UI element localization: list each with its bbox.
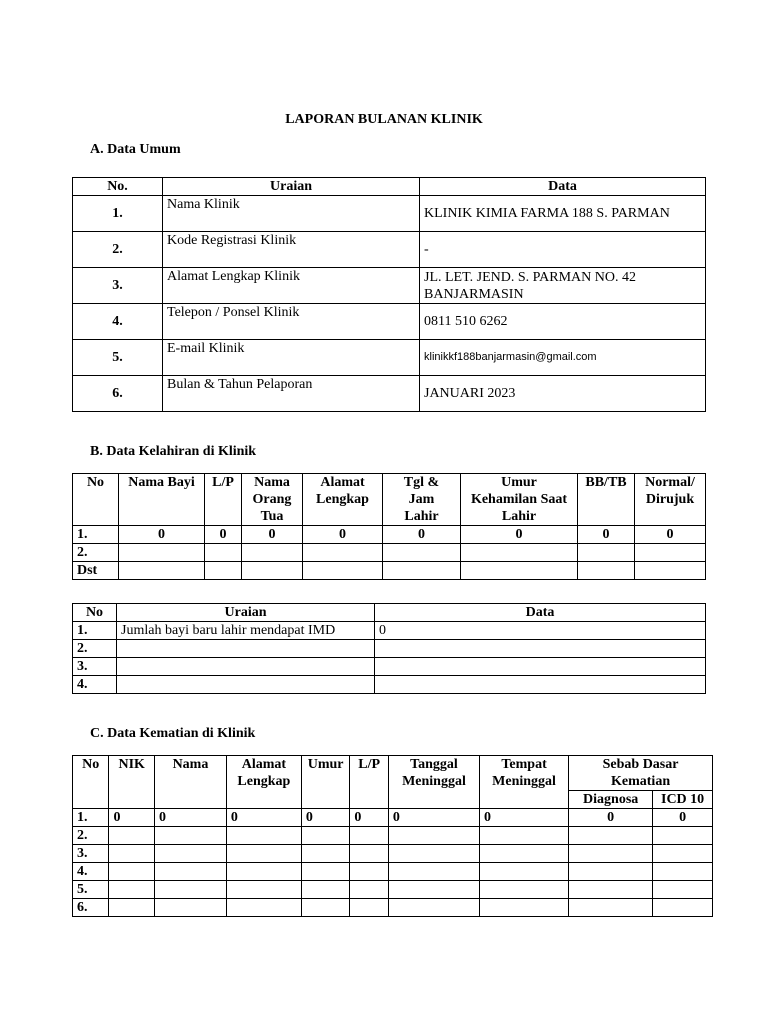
cell xyxy=(155,845,227,863)
address-line-1: JL. LET. JEND. S. PARMAN NO. 42 xyxy=(424,269,636,285)
table-row xyxy=(73,526,706,544)
row-no: 4. xyxy=(73,304,163,340)
cell xyxy=(388,863,479,881)
header-data: Data xyxy=(375,604,706,622)
header-line: Tua xyxy=(260,509,284,524)
cell xyxy=(226,881,301,899)
table-row xyxy=(73,376,706,412)
cell: 0 xyxy=(461,526,578,544)
header-uraian: Uraian xyxy=(117,604,375,622)
cell xyxy=(350,881,388,899)
cell xyxy=(155,899,227,917)
cell xyxy=(205,562,242,580)
cell xyxy=(653,881,713,899)
cell xyxy=(350,845,388,863)
row-no: 4. xyxy=(73,863,109,881)
table-row xyxy=(73,304,706,340)
header-line: Tanggal xyxy=(410,757,458,772)
table-header-row xyxy=(73,756,713,791)
row-data: - xyxy=(420,232,706,268)
header-no: No. xyxy=(73,178,163,196)
cell xyxy=(301,827,350,845)
row-no: 3. xyxy=(73,658,117,676)
cell xyxy=(653,827,713,845)
table-row xyxy=(73,232,706,268)
cell xyxy=(480,845,569,863)
table-header-row xyxy=(73,178,706,196)
header-data: Data xyxy=(420,178,706,196)
cell: 0 xyxy=(119,526,205,544)
cell xyxy=(109,899,155,917)
header-line: Alamat xyxy=(241,757,287,772)
header-nik: NIK xyxy=(109,756,155,809)
header-line: Tgl & xyxy=(403,475,440,490)
row-uraian xyxy=(117,640,375,658)
header-nama: Nama xyxy=(155,756,227,809)
row-uraian xyxy=(117,658,375,676)
header-line: Lengkap xyxy=(237,774,291,789)
header-lp: L/P xyxy=(205,474,242,526)
header-diagnosa: Diagnosa xyxy=(569,791,653,809)
cell xyxy=(242,562,303,580)
row-no: 2. xyxy=(73,544,119,562)
header-bbtb: BB/TB xyxy=(578,474,635,526)
death-data-table xyxy=(72,755,713,917)
cell xyxy=(205,544,242,562)
header-no: No xyxy=(73,756,109,809)
cell: 0 xyxy=(578,526,635,544)
table-header-row xyxy=(73,474,706,526)
cell xyxy=(480,827,569,845)
cell xyxy=(388,845,479,863)
cell xyxy=(109,881,155,899)
row-data: JANUARI 2023 xyxy=(420,376,706,412)
header-line: Normal/ xyxy=(645,475,695,490)
header-tanggal-meninggal xyxy=(388,756,479,809)
row-uraian: Alamat Lengkap Klinik xyxy=(163,268,420,304)
header-line: Lahir xyxy=(501,509,537,524)
section-b-heading: B. Data Kelahiran di Klinik xyxy=(90,444,257,459)
cell xyxy=(303,562,383,580)
cell xyxy=(226,899,301,917)
header-line: Tempat xyxy=(501,757,547,772)
row-no: 2. xyxy=(73,640,117,658)
cell xyxy=(303,544,383,562)
cell xyxy=(301,863,350,881)
row-data xyxy=(375,640,706,658)
cell xyxy=(109,863,155,881)
cell xyxy=(569,845,653,863)
table-row xyxy=(73,845,713,863)
header-line: Alamat xyxy=(320,475,365,490)
cell xyxy=(569,881,653,899)
row-data xyxy=(375,676,706,694)
header-lp: L/P xyxy=(350,756,388,809)
row-uraian: Nama Klinik xyxy=(163,196,420,232)
cell xyxy=(388,827,479,845)
cell: 0 xyxy=(242,526,303,544)
row-data: 0 xyxy=(375,622,706,640)
cell: 0 xyxy=(303,526,383,544)
cell: 0 xyxy=(226,809,301,827)
cell: 0 xyxy=(350,809,388,827)
cell: 0 xyxy=(480,809,569,827)
cell xyxy=(301,899,350,917)
cell xyxy=(109,827,155,845)
cell xyxy=(109,845,155,863)
cell xyxy=(226,863,301,881)
header-line: Kehamilan Saat xyxy=(470,492,568,507)
table-row xyxy=(73,196,706,232)
cell xyxy=(653,899,713,917)
cell xyxy=(388,899,479,917)
row-no: 1. xyxy=(73,622,117,640)
header-line: Jam xyxy=(408,492,435,507)
header-line: Lengkap xyxy=(316,492,369,507)
row-data xyxy=(375,658,706,676)
email-value: klinikkf188banjarmasin@gmail.com xyxy=(420,340,706,376)
header-umur: Umur xyxy=(301,756,350,809)
imd-table xyxy=(72,603,706,694)
cell: 0 xyxy=(301,809,350,827)
header-line: Umur xyxy=(501,475,537,490)
cell xyxy=(383,562,461,580)
table-row xyxy=(73,658,706,676)
row-no: 1. xyxy=(73,809,109,827)
header-no: No xyxy=(73,474,119,526)
header-nama-orang-tua xyxy=(242,474,303,526)
row-no: 2. xyxy=(73,827,109,845)
header-alamat xyxy=(226,756,301,809)
header-line: Lahir xyxy=(404,509,439,524)
cell xyxy=(480,899,569,917)
table-row xyxy=(73,562,706,580)
cell: 0 xyxy=(569,809,653,827)
row-uraian: Bulan & Tahun Pelaporan xyxy=(163,376,420,412)
header-no: No xyxy=(73,604,117,622)
table-row xyxy=(73,827,713,845)
table-row xyxy=(73,899,713,917)
header-tgl-jam-lahir xyxy=(383,474,461,526)
cell: 0 xyxy=(635,526,706,544)
header-umur-kehamilan xyxy=(461,474,578,526)
row-no: 2. xyxy=(73,232,163,268)
header-nama-bayi: Nama Bayi xyxy=(119,474,205,526)
cell xyxy=(350,899,388,917)
cell xyxy=(635,544,706,562)
header-line: Orang xyxy=(252,492,292,507)
cell xyxy=(226,827,301,845)
row-no: 6. xyxy=(73,899,109,917)
cell: 0 xyxy=(205,526,242,544)
row-no: 5. xyxy=(73,881,109,899)
cell xyxy=(301,881,350,899)
cell: 0 xyxy=(653,809,713,827)
table-row xyxy=(73,622,706,640)
row-uraian: E-mail Klinik xyxy=(163,340,420,376)
header-line: Kematian xyxy=(611,774,671,789)
cell xyxy=(480,881,569,899)
cell xyxy=(461,562,578,580)
table-header-row xyxy=(73,604,706,622)
cell xyxy=(569,827,653,845)
cell: 0 xyxy=(388,809,479,827)
cell xyxy=(119,562,205,580)
cell xyxy=(226,845,301,863)
row-no: 1. xyxy=(73,526,119,544)
cell xyxy=(480,863,569,881)
cell xyxy=(635,562,706,580)
cell: 0 xyxy=(109,809,155,827)
row-data: 0811 510 6262 xyxy=(420,304,706,340)
cell xyxy=(653,845,713,863)
cell xyxy=(155,827,227,845)
table-row xyxy=(73,863,713,881)
header-icd10: ICD 10 xyxy=(653,791,713,809)
cell xyxy=(383,544,461,562)
cell xyxy=(350,863,388,881)
row-uraian: Jumlah bayi baru lahir mendapat IMD xyxy=(117,622,375,640)
header-alamat xyxy=(303,474,383,526)
row-uraian: Kode Registrasi Klinik xyxy=(163,232,420,268)
table-row xyxy=(73,268,706,304)
row-uraian: Telepon / Ponsel Klinik xyxy=(163,304,420,340)
cell xyxy=(119,544,205,562)
table-row xyxy=(73,676,706,694)
header-line: Meninggal xyxy=(402,774,466,789)
cell: 0 xyxy=(383,526,461,544)
header-sebab-dasar-kematian xyxy=(569,756,713,791)
row-no: 5. xyxy=(73,340,163,376)
header-line: Dirujuk xyxy=(645,492,695,507)
header-tempat-meninggal xyxy=(480,756,569,809)
row-no: 6. xyxy=(73,376,163,412)
table-row xyxy=(73,809,713,827)
row-no: 3. xyxy=(73,268,163,304)
cell xyxy=(578,562,635,580)
cell xyxy=(301,845,350,863)
row-no: 4. xyxy=(73,676,117,694)
cell xyxy=(461,544,578,562)
header-line: Nama xyxy=(254,475,290,490)
table-row xyxy=(73,881,713,899)
birth-data-table xyxy=(72,473,706,580)
header-line: Sebab Dasar xyxy=(602,757,679,772)
row-data: KLINIK KIMIA FARMA 188 S. PARMAN xyxy=(420,196,706,232)
address-line-2: BANJARMASIN xyxy=(424,286,524,302)
header-normal-dirujuk xyxy=(635,474,706,526)
cell: 0 xyxy=(155,809,227,827)
cell xyxy=(578,544,635,562)
header-uraian: Uraian xyxy=(163,178,420,196)
general-data-table xyxy=(72,177,706,412)
cell xyxy=(155,863,227,881)
cell xyxy=(388,881,479,899)
row-data xyxy=(420,268,706,304)
header-line: Meninggal xyxy=(492,774,556,789)
section-c-heading: C. Data Kematian di Klinik xyxy=(90,726,256,741)
table-row xyxy=(73,544,706,562)
table-row xyxy=(73,340,706,376)
cell xyxy=(653,863,713,881)
row-uraian xyxy=(117,676,375,694)
cell xyxy=(242,544,303,562)
cell xyxy=(155,881,227,899)
section-a-heading: A. Data Umum xyxy=(90,142,181,157)
row-no: Dst xyxy=(73,562,119,580)
row-no: 3. xyxy=(73,845,109,863)
cell xyxy=(569,863,653,881)
row-no: 1. xyxy=(73,196,163,232)
cell xyxy=(569,899,653,917)
cell xyxy=(350,827,388,845)
table-row xyxy=(73,640,706,658)
page-title: LAPORAN BULANAN KLINIK xyxy=(285,112,483,127)
